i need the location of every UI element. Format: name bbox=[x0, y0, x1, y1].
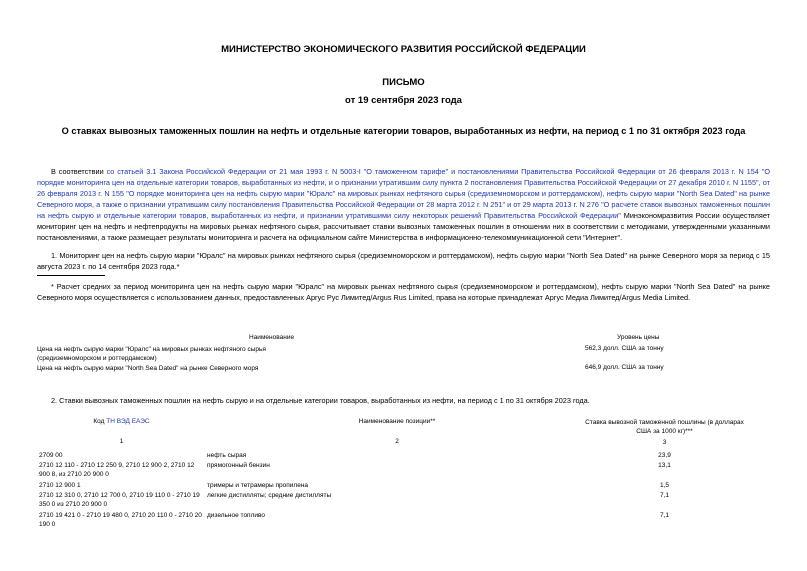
duty-col-number-2: 2 bbox=[395, 438, 399, 445]
duty-header-code bbox=[39, 418, 204, 425]
document-type: ПИСЬМО bbox=[382, 77, 425, 88]
duty-row-code: 2710 12 900 1 bbox=[39, 482, 81, 489]
duty-row-name: нефть сырая bbox=[207, 452, 247, 459]
footnote-paragraph: * Расчет средних за период мониторинга цен на нефть сырую марки "Юралс" на мировых рынках нефтяного сырья (средиземноморском и роттердамском), нефть сырую марки "North Sea Dated" на рынке Северного моря осуществляется с использованием данных, предоставленных Аргус Рус Лимитед/Argus Rus Limited, права на которые принадлежат Аргус Медиа Лимитед/Argus Media Limited. bbox=[37, 282, 770, 302]
duty-row-rate: 13,1 bbox=[658, 462, 671, 469]
duty-row-code: 2710 12 310 0, 2710 12 700 0, 2710 19 110 0 - 2710 19 350 0 из 2710 20 900 0 bbox=[39, 492, 200, 508]
duty-row-rate: 7,1 bbox=[659, 512, 670, 519]
price-row-name: Цена на нефть сырую марки "North Sea Dated" на рынке Северного моря bbox=[37, 365, 259, 372]
ministry-title: МИНИСТЕРСТВО ЭКОНОМИЧЕСКОГО РАЗВИТИЯ РОССИЙСКОЙ ФЕДЕРАЦИИ bbox=[221, 44, 586, 55]
duty-row-code: 2709 00 bbox=[39, 452, 63, 459]
intro-prefix: В соответствии bbox=[51, 167, 107, 176]
duty-row-rate: 7,1 bbox=[659, 492, 670, 499]
duty-header-name: Наименование позиции** bbox=[358, 418, 436, 425]
document-subject: О ставках вывозных таможенных пошлин на нефть и отдельные категории товаров, выработанных из нефти, на период с 1 по 31 октября 2023 года bbox=[61, 126, 746, 136]
duty-col-number-3: 3 bbox=[662, 439, 667, 446]
document-date: от 19 сентября 2023 года bbox=[345, 95, 462, 106]
footnote-divider bbox=[37, 275, 105, 276]
item-1-paragraph: 1. Мониторинг цен на нефть сырую марки "Юралс" на мировых рынках нефтяного сырья (средиземноморском и роттердамском), нефть сырую марки "North Sea Dated" на рынке Северного моря за период с 15 августа 2023 г. по 14 сентября 2023 года.* bbox=[37, 251, 770, 271]
tnved-link[interactable]: ТН ВЭД ЕАЭС bbox=[106, 418, 150, 425]
duty-header-rate: Ставка вывозной таможенной пошлины (в долларах США за 1000 кг)*** bbox=[585, 419, 744, 435]
duty-row-name: прямогонный бензин bbox=[207, 462, 270, 469]
intro-paragraph bbox=[37, 166, 770, 243]
duty-row-name: легкие дистилляты; средние дистилляты bbox=[207, 492, 332, 499]
price-row-value: 562,3 долл. США за тонну bbox=[585, 345, 664, 352]
duty-row-name: дизельное топливо bbox=[207, 512, 265, 519]
law-reference-link[interactable]: со статьей 3.1 Закона Российской Федерации от 21 мая 1993 г. N 5003-I "О таможенном тарифе" и постановлениями Правительства Российской Федерации от 26 февраля 2013 г. N 154 "О порядке мониторинга цен на отдельные категории товаров, выработанных из нефти, и о признании утратившим силу пункта 2 постановления Правительства Российской Федерации от 27 декабря 2010 г. N 1155", от 26 февраля 2013 г. N 155 "О порядке мониторинга цен на нефть сырую марки "Юралс" на мировых рынках нефтяного сырья (средиземноморском и роттердамском), нефть сырую марки "North Sea Dated" на рынке Северного моря, а также о признании утратившим силу постановления Правительства Российской Федерации от 28 марта 2012 г. N 251" и от 29 марта 2013 г. N 276 "О расчете ставок вывозных таможенных пошлин на нефть сырую и отдельные категории товаров, выработанных из нефти, и признании утратившими силу некоторых решений Правительства Российской Федерации" bbox=[37, 167, 770, 220]
duty-row-rate: 1,5 bbox=[659, 482, 670, 489]
price-table-header-name: Наименование bbox=[249, 334, 295, 341]
item-2-paragraph: 2. Ставки вывозных таможенных пошлин на нефть сырую и на отдельные категории товаров, выработанных из нефти, на период с 1 по 31 октября 2023 года. bbox=[51, 396, 590, 405]
duty-row-code: 2710 19 421 0 - 2710 19 480 0, 2710 20 110 0 - 2710 20 190 0 bbox=[39, 512, 202, 528]
duty-row-name: тримеры и тетрамеры пропилена bbox=[207, 482, 309, 489]
price-row-value: 646,9 долл. США за тонну bbox=[585, 364, 664, 371]
price-table-header-level: Уровень цены bbox=[617, 334, 660, 341]
intro-suffix: Минэкономразвития России осуществляет мониторинг цен на нефть и нефтепродукты на мировых рынках нефтяного сырья, рассчитывает ставки вывозных таможенных пошлин в отношении них в соответствии с методиками, утвержденными указанными постановлениями, а также размещает результаты мониторинга и расчета на официальном сайте Министерства в информационно-телекоммуникационной сети "Интернет". bbox=[37, 211, 770, 242]
duty-header-code-prefix: Код bbox=[93, 418, 107, 425]
duty-row-rate: 23,9 bbox=[658, 452, 671, 459]
duty-col-number-1: 1 bbox=[119, 438, 124, 445]
price-row-name: Цена на нефть сырую марки "Юралс" на мировых рынках нефтяного сырья (средиземноморском и роттердамском) bbox=[37, 346, 266, 362]
duty-row-code: 2710 12 110 - 2710 12 250 9, 2710 12 900 2, 2710 12 900 8, из 2710 20 900 0 bbox=[39, 462, 195, 478]
